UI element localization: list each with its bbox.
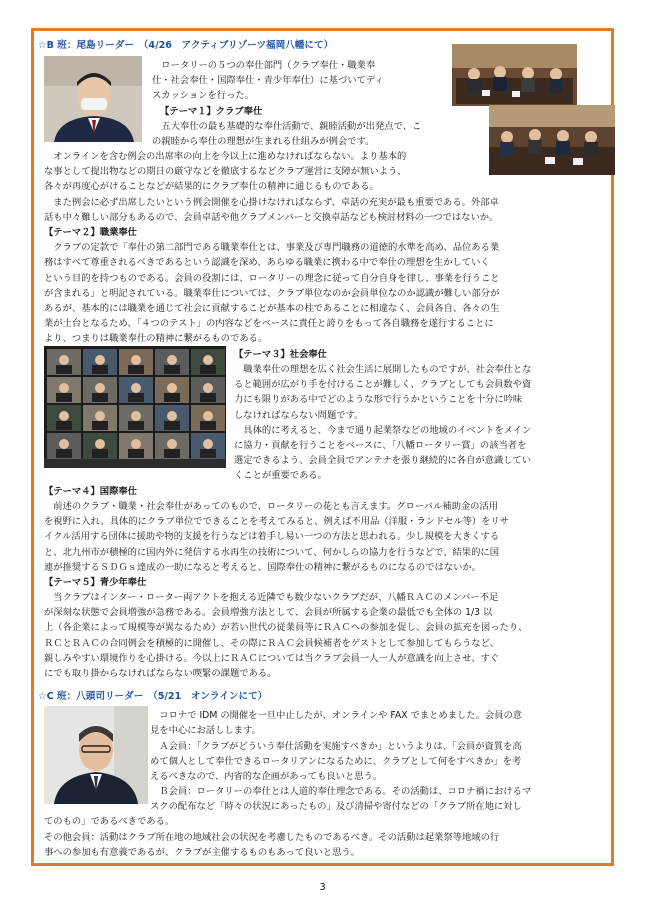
theme2-line: クラブの定款で「奉仕の第二部門である職業奉仕とは、事業及び専門職務の道徳的水準を高め、品位ある業 [44,242,500,253]
theme2-line: あるが、基本的には職業を通じて社会に貢献することが基本の柱であることに相違なく、会員各自、各々の生 [44,303,500,314]
dinner-meeting-photo-1 [452,44,577,106]
theme4-line: イクル活用する団体に援助や物的支援を行うなどは着手し易い一つの方法と思われる。少し規模を大きくする [44,531,500,542]
dinner-meeting-photo-2 [489,105,615,175]
theme5-line: にでも取り掛からなければならない喫緊の課題である。 [44,668,277,679]
section-c-line: 事への参加も有意義であるが、クラブが主催するものもあって良いと思う。 [44,847,361,858]
theme1-line: の親睦から奉仕の理想が生まれる仕組みが例会です。 [152,136,375,147]
theme2-line: 業が土台となるため、「４つのテスト」の内容などをベースに責任と誇りをもって各自職務を遂行することに [44,318,494,329]
intro-line: 仕・社会奉仕・国際奉仕・青少年奉仕）に基づいてディ [152,75,384,86]
theme5-line: 上（各企業によって規模等が異なるため）が若い世代の従業員等にＲＡＣへの参加を促し、会員の拡充を図ったり、 [44,622,528,633]
theme4-line: を視野に入れ、具体的にクラブ単位でできることを考えてみると、例えば不用品（洋服・ランドセル等）をリサ [44,516,509,527]
theme2-line: という目的を持つものである。会員の役割には、ロータリーの理念に従って自分自身を律し、事業を行うこと [44,273,500,284]
theme5-line: 当クラブはインター・ローター両アクトを抱える近隣でも数少ないクラブだが、八幡ＲＡＣのメンバー不足 [44,592,499,603]
section-c-line: 見を中心にお話しします。 [150,725,261,736]
theme4-title: 【テーマ４】国際奉仕 [44,486,137,497]
section-c-line: Ａ会員：「クラブがどういう奉仕活動を実施すべきか」というよりは、「会員が資質を高 [150,741,522,752]
section-c-line: てのもの」であるべきである。 [44,816,175,827]
theme3-line: に協力・貢献を行うことをベースに、「八幡ロータリー賞」の該当者を [234,440,527,451]
section-c-line: めて個人として奉仕できるロータリアンになるために、クラブとして何をすべきか」を考 [150,756,522,767]
video-conference-photo [44,346,226,468]
section-c-line: えるべきなので、内省的な企画があっても良いと思う。 [150,771,383,782]
theme2-line: が含まれる」と明記されている。職業奉仕については、クラブ単位なのか会員単位なのか認識が難しい部分が [44,288,500,299]
theme1-line: また例会に必ず出席したいという例会開催を心掛けなければならず、卓話の充実が最も重要である。外部卓 [44,197,499,208]
theme1-title: 【テーマ１】クラブ奉仕 [160,106,263,117]
theme5-line: 親しみやすい環境作りを心掛ける。今以上にＲＡＣについては当クラブ会員一人一人が意識を向上させ、すぐ [44,653,500,664]
section-c-line: スクの配布など「時々の状況にあったもの」及び清掃や寄付などの「クラブ所在地に対し [150,801,522,812]
theme5-line: が深刻な状態で会員増強が急務である。会員増強方法として、会員が所属する企業の最低でも全体の 1/3 以 [44,607,493,618]
theme4-line: 前述のクラブ・職業・社会奉仕があってのもので、ロータリーの花とも言えます。グローバル補助金の活用 [44,501,499,512]
theme5-title: 【テーマ５】青少年奉仕 [44,577,147,588]
theme3-line: 力にも限りがある中でどのような形で行うかということを十分に吟味 [234,394,523,405]
section-c-heading: ☆C 班：八頭司リーダー （5/21 オンラインにて） [38,691,268,702]
theme1-line: 五大奉仕の最も基礎的な奉仕活動で、親睦活動が出発点で、こ [152,121,422,132]
theme3-line: しなければならない問題です。 [234,410,364,421]
page-number: 3 [319,882,326,893]
theme3-line: 具体的に考えると、今まで通り起業祭などの地域のイベントをメイン [234,425,532,436]
intro-line: ロータリーの５つの奉仕部門（クラブ奉仕・職業奉 [152,60,376,71]
theme1-line: な事として提出物などの期日の厳守などを徹底するなどクラブ運営に支障が無いよう、 [44,166,407,177]
portrait-yatogashi-photo [44,706,148,804]
theme1-line: 各々が再度心がけることなどが結果的にクラブ奉仕の精神に通じるものである。 [44,181,379,192]
theme3-title: 【テーマ３】社会奉仕 [234,349,327,360]
theme1-line: オンラインを含む例会の出席率の向上を今以上に進めなければならない。より基本的 [44,151,407,162]
theme2-title: 【テーマ２】職業奉仕 [44,227,137,238]
portrait-oshima-photo [44,56,142,142]
section-c-line: その他会員：活動はクラブ所在地の地域社会の状況を考慮したものであるべき。その活動は起業祭等地域の行 [44,832,500,843]
theme3-line: くことが重要である。 [234,470,327,481]
theme2-line: 務はすべて尊重されるべきであるという認識を深め、あらゆる職業に携わる中で奉仕の理想を生かしていく [44,257,490,268]
section-c-line: コロナで IDM の開催を一旦中止したが、オンラインや FAX でまとめました。会員の意 [150,710,523,721]
theme4-line: と、北九州市が積極的に国内外に発信する水再生の技術について、何かしらの協力を行うなどで、結果的に国 [44,547,499,558]
theme5-line: ＲＣとＲＡＣの合同例会を積極的に開催し、その際にＲＡＣ会員候補者をゲストとして参加してもらうなど、 [44,638,500,649]
theme3-line: 選定できるよう、会員全員でアンテナを張り継続的に各自が意識してい [234,455,532,466]
theme1-line: 話も中々難しい部分もあるので、会員卓話や他クラブメンバーと交換卓話なども検討材料の一つではないか。 [44,212,499,223]
intro-line: スカッションを行った。 [152,90,254,101]
theme3-line: 職業奉仕の理想を広く社会生活に展開したものですが、社会奉仕とな [234,364,532,375]
section-c-line: Ｂ会員：ロータリーの奉仕とは人道的奉仕理念である。その活動は、コロナ禍におけるマ [150,786,532,797]
section-b-heading: ☆B 班：尾島リーダー （4/26 アクティブリゾーツ福岡八幡にて） [38,40,334,51]
theme2-line: より、つまりは職業奉仕の精神に繋がるものである。 [44,333,268,344]
theme3-line: ると範囲が広がり手を付けることが難しく、クラブとしても会員数や資 [234,379,532,390]
theme4-line: 連が推奨するＳＤＧｓ達成の一助になると考えると、国際奉仕の精神に繋がるものになるのではないか。 [44,562,481,573]
